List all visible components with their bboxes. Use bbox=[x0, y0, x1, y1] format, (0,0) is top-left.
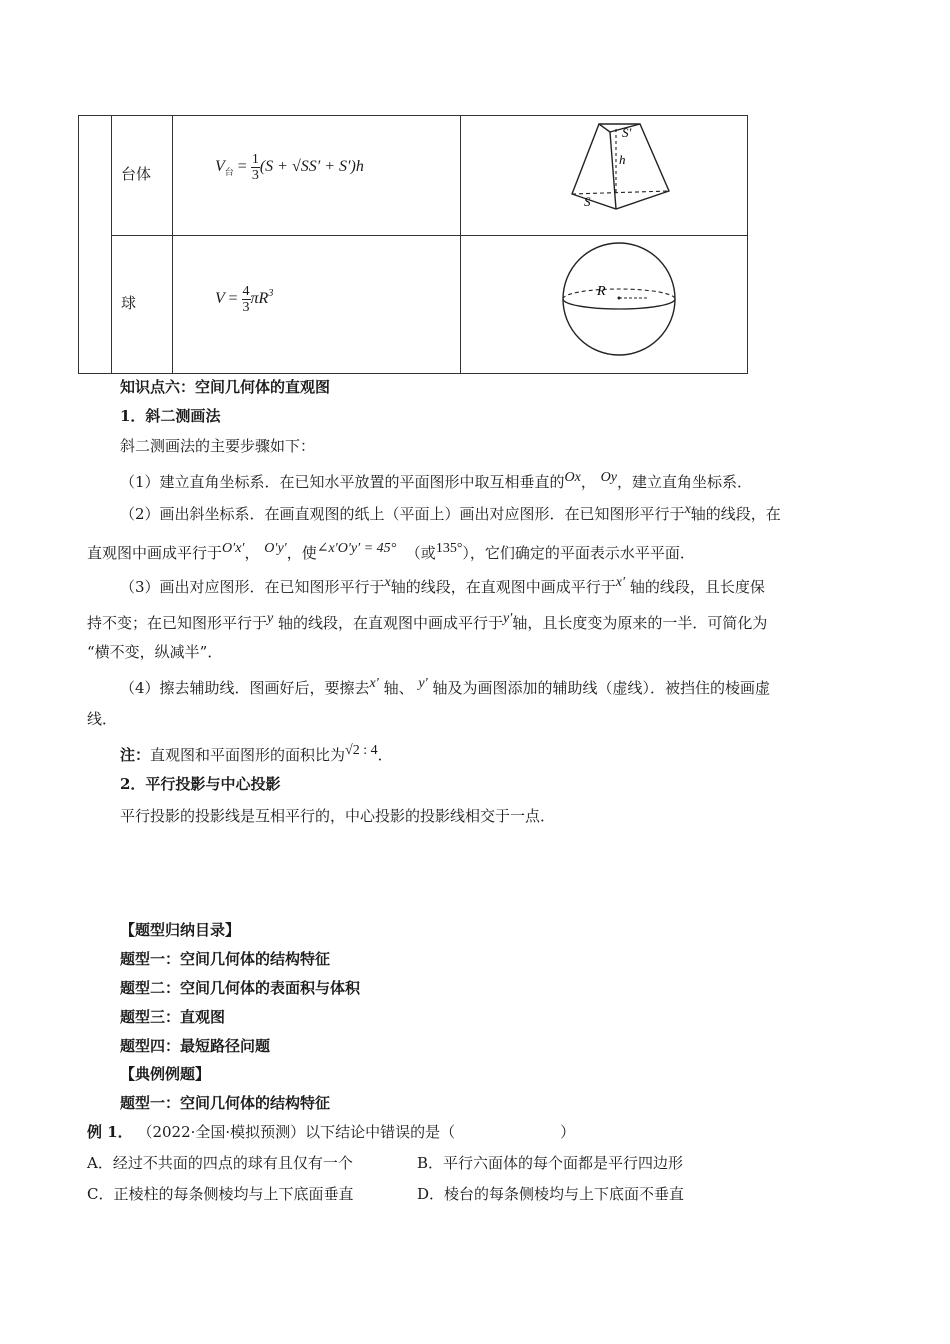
intro-text: 斜二测画法的主要步骤如下： bbox=[120, 437, 316, 455]
sphere-volume-formula: V = $\frac{4}{3}$ $\pi R^3$ bbox=[215, 284, 274, 315]
step2-line1: （2）画出斜坐标系．在画直观图的纸上（平面上）画出对应图形．在已知图形平行于x轴的线段，在 bbox=[120, 502, 781, 523]
catalog-item: 题型三：直观图 bbox=[120, 1008, 226, 1026]
frustum-top-label: S′ bbox=[622, 125, 632, 140]
catalog-item: 题型四：最短路径问题 bbox=[120, 1037, 271, 1055]
option-d: D．棱台的每条侧棱均与上下底面不垂直 bbox=[417, 1185, 685, 1203]
step3-line2: 持不变；在已知图形平行于y 轴的线段，在直观图中画成平行于y′轴，且长度变为原来的一半．可简化为 bbox=[87, 611, 768, 632]
formula-table bbox=[78, 115, 748, 374]
step3-line3: “横不变，纵减半”． bbox=[87, 643, 223, 661]
step4-line2: 线． bbox=[87, 710, 118, 728]
examples-title: 【典例例题】 bbox=[120, 1065, 211, 1083]
frustum-height-label: h bbox=[619, 152, 626, 167]
example1-stem: 例 1． （2022·全国·模拟预测）以下结论中错误的是（ ） bbox=[87, 1123, 576, 1141]
step3-line1: （3）画出对应图形．在已知图形平行于x轴的线段，在直观图中画成平行于x′ 轴的线段，且长度保 bbox=[120, 575, 765, 596]
subheading-oblique: 1．斜二测画法 bbox=[120, 407, 221, 425]
sphere-radius-label: R bbox=[597, 284, 606, 299]
sphere-label: 球 bbox=[121, 294, 137, 312]
step2-line2: 直观图中画成平行于O′x′， O′y′，使∠x′O′y′ = 45° （或135°），它们确定的平面表示水平平面． bbox=[87, 541, 695, 562]
table-divider bbox=[460, 116, 461, 373]
sphere-figure bbox=[561, 240, 677, 358]
frustum-label: 台体 bbox=[121, 165, 152, 183]
section-heading: 知识点六：空间几何体的直观图 bbox=[120, 378, 331, 396]
note-line: 注：直观图和平面图形的面积比为√2 : 4． bbox=[120, 743, 393, 764]
type1-heading: 题型一：空间几何体的结构特征 bbox=[120, 1094, 331, 1112]
table-divider bbox=[172, 116, 173, 373]
frustum-bottom-label: S bbox=[584, 194, 591, 209]
subheading-projection: 2．平行投影与中心投影 bbox=[120, 775, 281, 793]
frustum-volume-formula: $V_台$ = $\frac{1}{3}$ (S + √SS′ + S′)h bbox=[215, 152, 364, 183]
catalog-title: 【题型归纳目录】 bbox=[120, 921, 241, 939]
option-b: B．平行六面体的每个面都是平行四边形 bbox=[417, 1154, 684, 1172]
option-a: A．经过不共面的四点的球有且仅有一个 bbox=[87, 1154, 353, 1172]
frustum-figure bbox=[566, 116, 676, 228]
option-c: C．正棱柱的每条侧棱均与上下底面垂直 bbox=[87, 1185, 354, 1203]
projection-text: 平行投影的投影线是互相平行的，中心投影的投影线相交于一点． bbox=[120, 807, 556, 825]
step1-line: （1）建立直角坐标系．在已知水平放置的平面图形中取互相垂直的Ox， Oy，建立直角坐标系． bbox=[120, 470, 753, 491]
table-divider bbox=[111, 235, 747, 236]
catalog-item: 题型二：空间几何体的表面积与体积 bbox=[120, 979, 361, 997]
catalog-item: 题型一：空间几何体的结构特征 bbox=[120, 950, 331, 968]
step4-line1: （4）擦去辅助线．图画好后，要擦去x′ 轴、 y′ 轴及为画图添加的辅助线（虚线）．被挡住的棱画虚 bbox=[120, 676, 770, 697]
table-divider bbox=[111, 116, 112, 373]
